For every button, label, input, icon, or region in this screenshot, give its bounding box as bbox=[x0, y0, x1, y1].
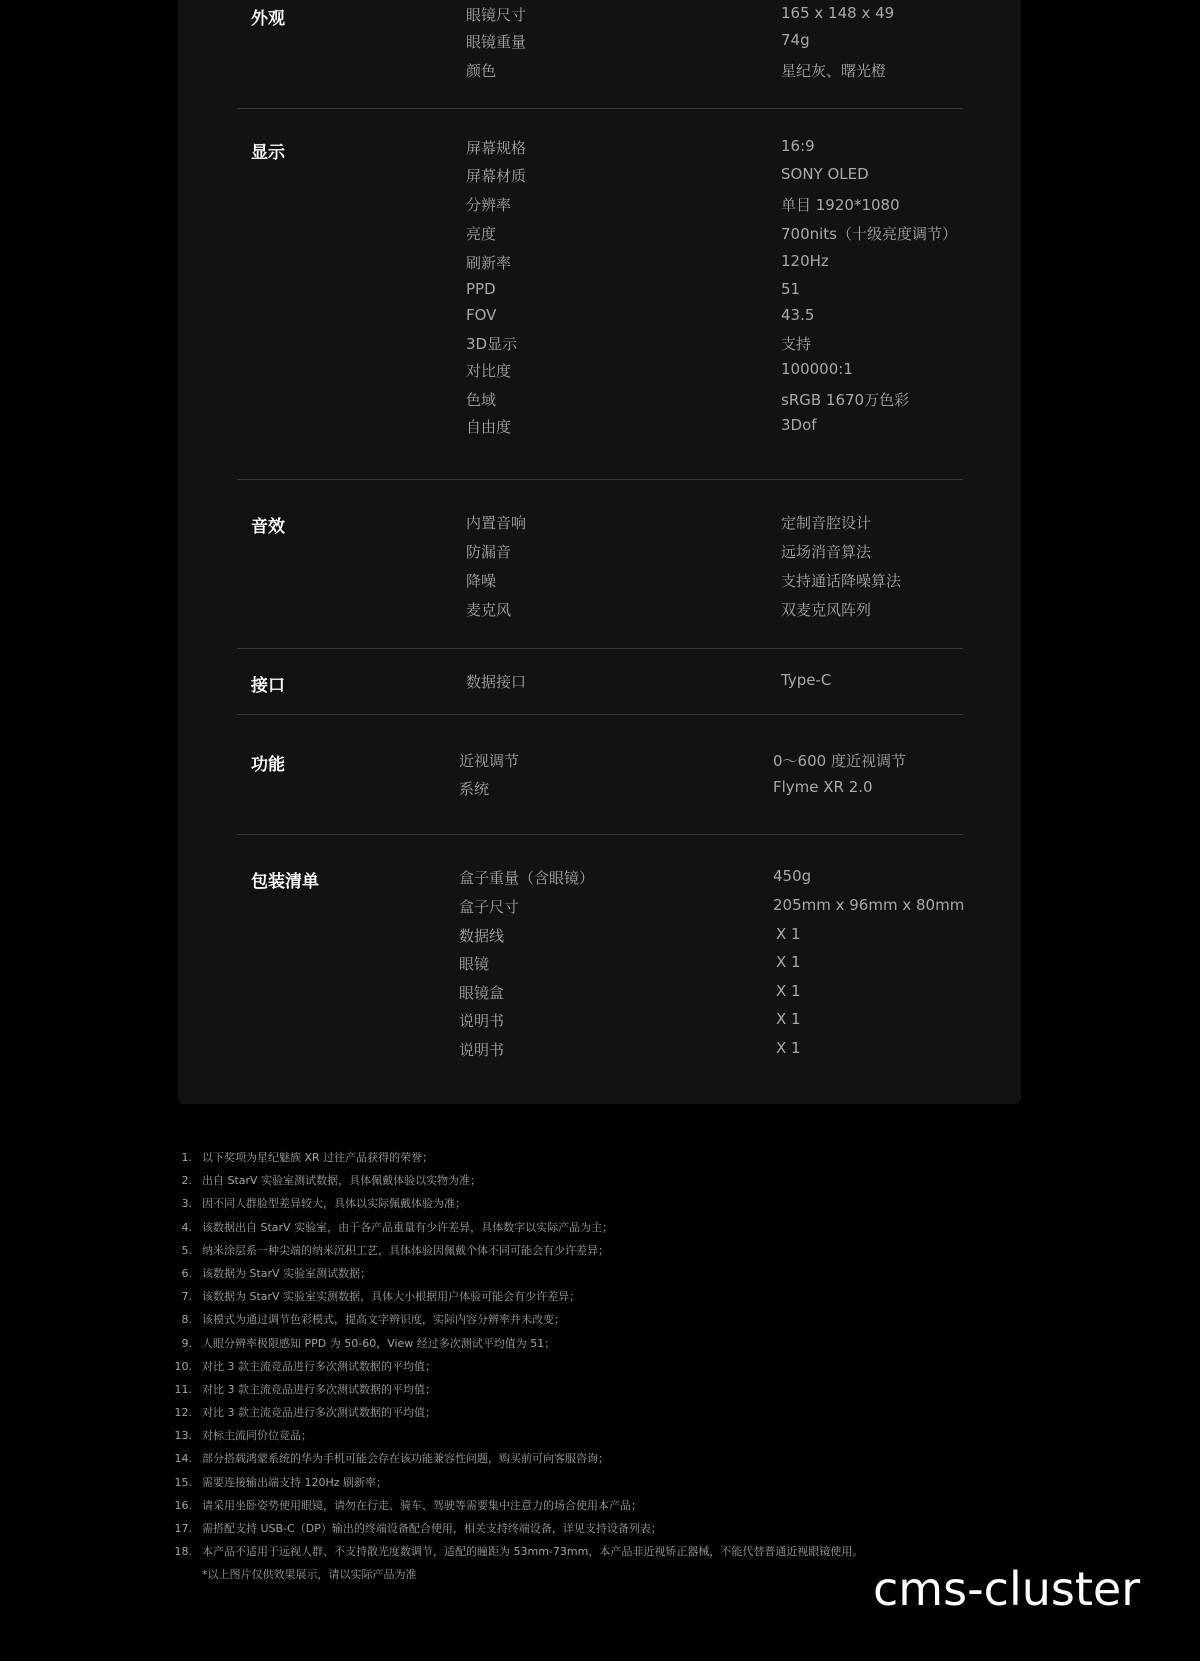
spec-row bbox=[178, 541, 1021, 569]
spec-value: 支持通话降噪算法 bbox=[781, 572, 902, 590]
spec-label: 对比度 bbox=[466, 362, 512, 380]
spec-value: 120Hz bbox=[781, 252, 829, 270]
spec-panel bbox=[178, 0, 1021, 1104]
spec-value: X 1 bbox=[776, 953, 801, 971]
spec-label: 防漏音 bbox=[466, 543, 512, 561]
section-divider bbox=[237, 714, 963, 715]
spec-value: 定制音腔设计 bbox=[781, 514, 872, 532]
footnote-number: 1. bbox=[181, 1151, 192, 1164]
spec-row bbox=[178, 4, 1021, 32]
spec-row bbox=[178, 896, 1021, 924]
section-divider bbox=[237, 648, 963, 649]
footnote-item bbox=[170, 1216, 970, 1239]
spec-row bbox=[178, 252, 1021, 280]
spec-value: 100000:1 bbox=[781, 360, 853, 378]
footnote-text: 需搭配支持 USB-C（DP）输出的终端设备配合使用，相关支持终端设备，详见支持设备列表； bbox=[202, 1522, 662, 1535]
spec-label: FOV bbox=[466, 306, 497, 324]
spec-value: Flyme XR 2.0 bbox=[773, 778, 873, 796]
footnote-number: 10. bbox=[174, 1359, 192, 1373]
spec-value: X 1 bbox=[776, 1039, 801, 1057]
footnote-number: 9. bbox=[181, 1336, 192, 1350]
footnote-item bbox=[170, 1262, 970, 1285]
spec-row bbox=[178, 599, 1021, 627]
spec-row bbox=[178, 925, 1021, 953]
footnote-text: 需要连接输出端支持 120Hz 刷新率； bbox=[202, 1475, 388, 1489]
spec-label: 眼镜盒 bbox=[459, 984, 505, 1002]
spec-value: 700nits（十级亮度调节） bbox=[781, 225, 958, 243]
spec-row bbox=[178, 223, 1021, 251]
section-divider bbox=[237, 479, 963, 480]
footnote-text: 该数据出自 StarV 实验室，由于各产品重量有少许差异，具体数字以实际产品为主； bbox=[202, 1220, 614, 1234]
spec-row bbox=[178, 360, 1021, 388]
footnote-text: 该数据为 StarV 实验室实测数据，具体大小根据用户体验可能会有少许差异； bbox=[202, 1290, 581, 1304]
spec-value: 单目 1920*1080 bbox=[781, 196, 900, 214]
watermark-text: cms-cluster bbox=[873, 1562, 1141, 1616]
spec-label: 内置音响 bbox=[466, 514, 527, 532]
disclaimer-note: *以上图片仅供效果展示，请以实际产品为准 bbox=[202, 1568, 417, 1581]
footnote-number: 11. bbox=[174, 1382, 192, 1396]
spec-label: 数据接口 bbox=[466, 673, 527, 691]
spec-row bbox=[178, 389, 1021, 417]
spec-value: 远场消音算法 bbox=[781, 543, 872, 561]
footnotes-list bbox=[170, 1146, 970, 1563]
spec-label: 屏幕规格 bbox=[466, 139, 527, 157]
spec-row bbox=[178, 280, 1021, 308]
spec-value: 165 x 148 x 49 bbox=[781, 4, 895, 22]
spec-row bbox=[178, 778, 1021, 806]
spec-label: 屏幕材质 bbox=[466, 167, 527, 185]
section-title: 音效 bbox=[251, 517, 285, 537]
spec-value: 支持 bbox=[781, 335, 812, 353]
footnote-item bbox=[170, 1285, 970, 1308]
footnote-number: 4. bbox=[181, 1220, 192, 1234]
footnote-text: 以下奖项为星纪魅族 XR 过往产品获得的荣誉； bbox=[202, 1151, 434, 1164]
spec-value: 43.5 bbox=[781, 306, 815, 324]
spec-label: 眼镜重量 bbox=[466, 33, 527, 51]
footnote-item bbox=[170, 1540, 970, 1563]
footnote-item bbox=[170, 1169, 970, 1192]
spec-value: 51 bbox=[781, 280, 801, 298]
spec-row bbox=[178, 306, 1021, 334]
section-title: 包装清单 bbox=[251, 872, 319, 892]
footnote-text: 请采用坐卧姿势使用眼镜，请勿在行走、骑车、驾驶等需要集中注意力的场合使用本产品； bbox=[202, 1498, 642, 1512]
spec-label: 系统 bbox=[459, 780, 490, 798]
footnote-item bbox=[170, 1471, 970, 1494]
section-title: 功能 bbox=[251, 755, 285, 775]
spec-label: 刷新率 bbox=[466, 254, 512, 272]
spec-row bbox=[178, 867, 1021, 895]
spec-value: 0～600 度近视调节 bbox=[773, 752, 906, 770]
spec-value: 双麦克风阵列 bbox=[781, 601, 872, 619]
footnote-text: 该数据为 StarV 实验室测试数据； bbox=[202, 1266, 372, 1280]
footnote-text: 因不同人群脸型差异较大，具体以实际佩戴体验为准； bbox=[202, 1197, 466, 1211]
footnote-number: 16. bbox=[174, 1498, 192, 1512]
footnote-item bbox=[170, 1424, 970, 1447]
spec-row bbox=[178, 165, 1021, 193]
spec-row bbox=[178, 671, 1021, 699]
footnote-number: 2. bbox=[181, 1174, 192, 1188]
spec-row bbox=[178, 1039, 1021, 1067]
spec-row bbox=[178, 982, 1021, 1010]
footnote-number: 15. bbox=[174, 1475, 192, 1489]
footnote-text: 出自 StarV 实验室测试数据，具体佩戴体验以实物为准； bbox=[202, 1174, 482, 1188]
spec-row bbox=[178, 333, 1021, 361]
footnote-text: 对比 3 款主流竞品进行多次测试数据的平均值； bbox=[202, 1382, 436, 1396]
section-title: 外观 bbox=[251, 9, 285, 29]
spec-label: 分辨率 bbox=[466, 196, 512, 214]
spec-value: X 1 bbox=[776, 925, 801, 943]
footnote-text: 该模式为通过调节色彩模式，提高文字辨识度，实际内容分辨率并未改变； bbox=[202, 1313, 565, 1327]
footnote-number: 5. bbox=[181, 1243, 192, 1257]
footnote-number: 14. bbox=[174, 1452, 192, 1466]
spec-label: 麦克风 bbox=[466, 601, 512, 619]
footnote-number: 12. bbox=[174, 1406, 192, 1420]
spec-label: 说明书 bbox=[459, 1012, 505, 1030]
footnote-number: 3. bbox=[181, 1197, 192, 1211]
spec-label: 数据线 bbox=[459, 927, 505, 945]
footnote-item bbox=[170, 1355, 970, 1378]
footnote-item bbox=[170, 1378, 970, 1401]
spec-row bbox=[178, 31, 1021, 59]
spec-label: PPD bbox=[466, 280, 496, 298]
spec-value: sRGB 1670万色彩 bbox=[781, 391, 910, 409]
spec-row bbox=[178, 750, 1021, 778]
spec-value: Type-C bbox=[781, 671, 832, 689]
spec-row bbox=[178, 416, 1021, 444]
footnote-text: 人眼分辨率极限感知 PPD 为 50-60，View 经过多次测试平均值为 51； bbox=[202, 1336, 556, 1350]
footnote-item bbox=[170, 1146, 970, 1169]
spec-value: X 1 bbox=[776, 1010, 801, 1028]
footnote-text: 对比 3 款主流竞品进行多次测试数据的平均值； bbox=[202, 1359, 436, 1373]
footnote-item bbox=[170, 1401, 970, 1424]
spec-label: 亮度 bbox=[466, 225, 497, 243]
section-title: 显示 bbox=[251, 143, 285, 163]
spec-label: 说明书 bbox=[459, 1041, 505, 1059]
footnote-number: 17. bbox=[174, 1522, 192, 1535]
spec-label: 盒子重量（含眼镜） bbox=[459, 869, 595, 887]
footnote-item bbox=[170, 1517, 970, 1540]
section-divider bbox=[237, 834, 963, 835]
spec-value: SONY OLED bbox=[781, 165, 869, 183]
spec-value: 450g bbox=[773, 867, 812, 885]
spec-value: X 1 bbox=[776, 982, 801, 1000]
spec-value: 205mm x 96mm x 80mm bbox=[773, 896, 965, 914]
section-title: 接口 bbox=[251, 676, 285, 696]
footnote-item bbox=[170, 1308, 970, 1331]
footnote-number: 18. bbox=[174, 1545, 192, 1559]
spec-row bbox=[178, 194, 1021, 222]
spec-label: 颜色 bbox=[466, 62, 497, 80]
spec-value: 74g bbox=[781, 31, 810, 49]
spec-label: 3D显示 bbox=[466, 335, 518, 353]
spec-row bbox=[178, 570, 1021, 598]
footnote-item bbox=[170, 1447, 970, 1470]
spec-label: 眼镜 bbox=[459, 955, 490, 973]
spec-row bbox=[178, 512, 1021, 540]
footnote-number: 8. bbox=[181, 1313, 192, 1327]
footnote-number: 13. bbox=[174, 1429, 192, 1443]
spec-value: 星纪灰、曙光橙 bbox=[781, 62, 887, 80]
section-divider bbox=[237, 108, 963, 109]
spec-value: 16:9 bbox=[781, 137, 815, 155]
spec-row bbox=[178, 953, 1021, 981]
spec-row bbox=[178, 137, 1021, 165]
footnote-number: 7. bbox=[181, 1290, 192, 1304]
spec-label: 降噪 bbox=[466, 572, 497, 590]
spec-label: 眼镜尺寸 bbox=[466, 6, 527, 24]
footnote-text: 部分搭载鸿蒙系统的华为手机可能会存在该功能兼容性问题，购买前可向客服咨询； bbox=[202, 1452, 609, 1466]
footnote-item bbox=[170, 1239, 970, 1262]
footnote-item bbox=[170, 1494, 970, 1517]
footnote-item bbox=[170, 1192, 970, 1215]
footnote-text: 对标主流同价位竞品； bbox=[202, 1429, 312, 1443]
spec-value: 3Dof bbox=[781, 416, 817, 434]
spec-label: 盒子尺寸 bbox=[459, 898, 520, 916]
footnote-number: 6. bbox=[181, 1266, 192, 1280]
spec-row bbox=[178, 60, 1021, 88]
spec-label: 自由度 bbox=[466, 418, 512, 436]
footnote-item bbox=[170, 1332, 970, 1355]
footnote-text: 纳米涂层系一种尖端的纳米沉积工艺，具体体验因佩戴个体不同可能会有少许差异； bbox=[202, 1243, 609, 1257]
spec-label: 色域 bbox=[466, 391, 497, 409]
footnote-text: 本产品不适用于远视人群、不支持散光度数调节，适配的瞳距为 53mm-73mm，本产品非近视矫正器械，不能代替普通近视眼镜使用。 bbox=[202, 1545, 864, 1559]
footnote-text: 对比 3 款主流竞品进行多次测试数据的平均值； bbox=[202, 1406, 436, 1420]
spec-row bbox=[178, 1010, 1021, 1038]
spec-label: 近视调节 bbox=[459, 752, 520, 770]
